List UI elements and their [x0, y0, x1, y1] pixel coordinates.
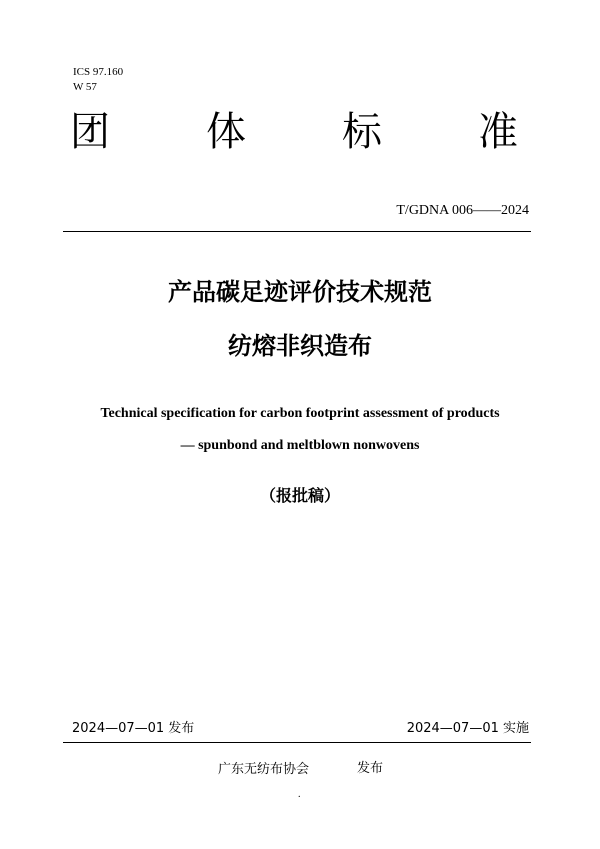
publisher-label: 发布	[357, 761, 384, 776]
footer-divider	[63, 742, 531, 743]
header-divider	[63, 231, 531, 232]
standard-type-char-4: 准	[478, 109, 518, 155]
standard-type-char-2: 体	[206, 109, 246, 155]
standard-type-char-3: 标	[342, 109, 382, 155]
standard-type-char-1: 团	[70, 109, 110, 155]
standard-number: T/GDNA 006——2024	[396, 203, 529, 218]
publisher-name: 广东无纺布协会	[218, 762, 310, 777]
chinese-title-sub: 纺熔非织造布	[228, 332, 372, 360]
ccs-code: W 57	[73, 81, 97, 93]
implementation-date: 2024—07—01 实施	[406, 721, 529, 736]
footer-mark: .	[298, 789, 301, 800]
chinese-title-main: 产品碳足迹评价技术规范	[168, 278, 432, 306]
ics-code: ICS 97.160	[73, 66, 124, 78]
english-title-main: Technical specification for carbon footprint assessment of products	[100, 406, 500, 421]
english-title-sub: — spunbond and meltblown nonwovens	[180, 438, 420, 453]
draft-stage-label: （报批稿）	[259, 486, 340, 505]
issue-date: 2024—07—01 发布	[72, 721, 195, 736]
